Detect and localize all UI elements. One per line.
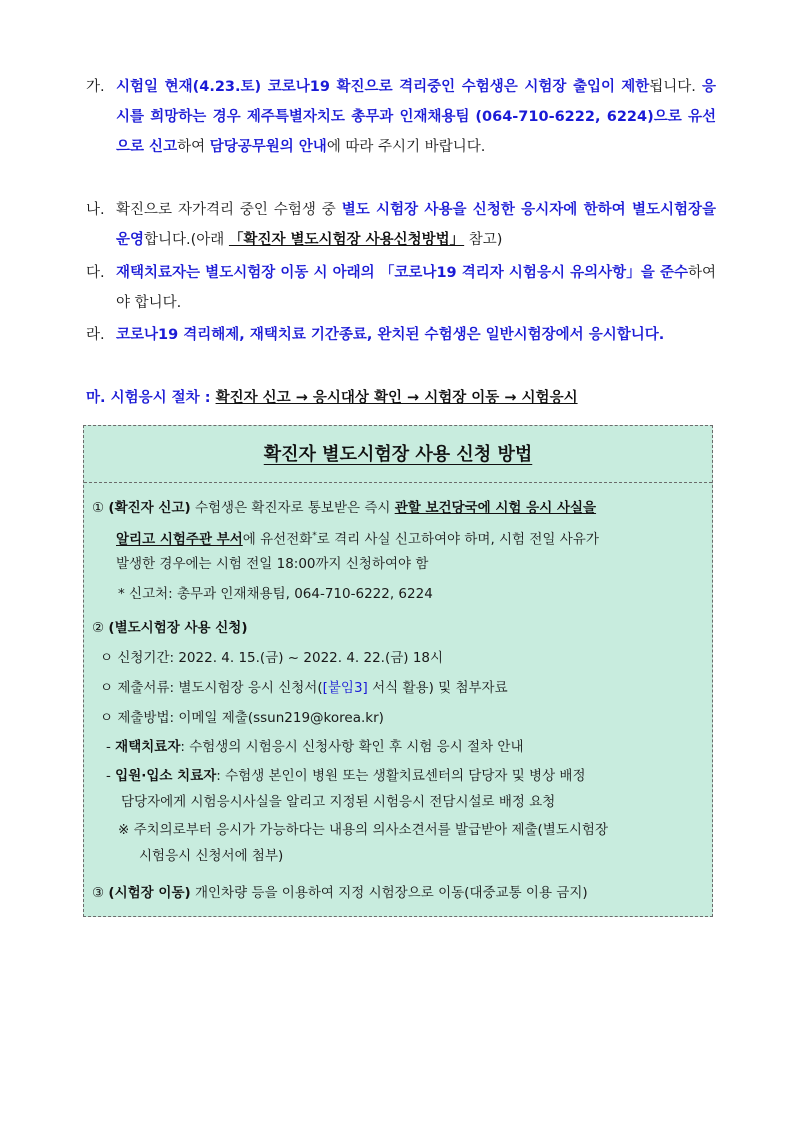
item-marker: 가. xyxy=(86,79,105,95)
footnote-mark: * xyxy=(312,531,317,541)
home-treatment-line xyxy=(106,735,524,759)
plain-text: 합니다.(아래 xyxy=(144,232,229,248)
section-heading: (시험장 이동) xyxy=(108,885,191,901)
item-marker: 나. xyxy=(86,202,105,218)
hospital-treatment-label: 입원·입소 치료자 xyxy=(115,768,217,784)
plain-text: 로 격리 사실 신고하여야 하며, 시험 전일 사유가 xyxy=(316,531,599,548)
method-reference: 「확진자 별도시험장 사용신청방법」 xyxy=(228,232,465,248)
health-authority-text: 관할 보건당국에 시험 응시 사실을 xyxy=(394,500,597,516)
plain-text: 됩니다. xyxy=(649,79,702,95)
plain-text: ㅇ 제출서류: 별도시험장 응시 신청서( xyxy=(100,680,323,696)
box-title: 확진자 별도시험장 사용 신청 방법 xyxy=(263,444,533,465)
item-marker: 다. xyxy=(86,265,105,281)
section-heading: (별도시험장 사용 신청) xyxy=(108,620,248,636)
submission-method: ㅇ 제출방법: 이메일 제출(ssun219@korea.kr) xyxy=(100,710,384,726)
plain-text: 수험생은 확진자로 통보받은 즉시 xyxy=(190,500,395,516)
notice-item-ga xyxy=(86,72,716,162)
section-1-line-3: 발생한 경우에는 시험 전일 18:00까지 신청하여야 함 xyxy=(116,556,429,572)
notice-item-ra xyxy=(86,320,716,350)
plain-text: 개인차량 등을 이용하여 지정 시험장으로 이동(대중교통 이용 금지) xyxy=(190,885,588,901)
dept-text: 알리고 시험주관 부서 xyxy=(116,531,243,548)
box-divider xyxy=(84,482,712,483)
section-1-line-2 xyxy=(116,524,599,552)
plain-text: 확진으로 자가격리 중인 수험생 중 xyxy=(116,202,342,218)
section-heading: (확진자 신고) xyxy=(108,500,191,516)
item-marker: 라. xyxy=(86,327,105,343)
apply-contact-text: 응시를 희망하는 경우 제주특별자치도 총무과 인재채용팀 xyxy=(116,79,716,125)
section-1-note: * 신고처: 총무과 인재채용팀, 064-710-6222, 6224 xyxy=(118,586,433,602)
required-documents xyxy=(100,676,508,700)
home-treatment-label: 재택치료자 xyxy=(115,739,181,755)
plain-text: 하여야 합니다. xyxy=(116,265,716,311)
section-number: ① xyxy=(92,500,105,516)
plain-text: : 수험생의 시험응시 신청사항 확인 후 시험 응시 절차 안내 xyxy=(180,739,524,755)
hospital-treatment-line-2: 담당자에게 시험응시사실을 알리고 지정된 시험응시 전담시설로 배정 요청 xyxy=(121,794,556,810)
notice-item-da xyxy=(86,258,716,318)
application-method-box xyxy=(83,425,713,917)
plain-text: 에 따라 주시기 바랍니다. xyxy=(326,139,486,155)
reference-note-1: ※ 주치의로부터 응시가 가능하다는 내용의 의사소견서를 발급받아 제출(별도시험장 xyxy=(118,822,609,838)
section-2-heading-line xyxy=(92,616,248,640)
plain-text: - xyxy=(106,739,116,755)
section-number: ② xyxy=(92,620,105,636)
section-1-line-1 xyxy=(92,496,596,520)
officer-guidance-text: 담당공무원의 안내 xyxy=(209,139,327,155)
plain-text: - xyxy=(106,768,116,784)
notice-item-na xyxy=(86,195,716,255)
plain-text: : 수험생 본인이 병원 또는 생활치료센터의 담당자 및 병상 배정 xyxy=(216,768,586,784)
procedure-flow: 확진자 신고 → 응시대상 확인 → 시험장 이동 → 시험응시 xyxy=(215,390,578,406)
restricted-word: 제한 xyxy=(621,79,650,95)
recovered-text: 코로나19 격리해제, 재택치료 기간종료, 완치된 수험생은 일반시험장에서 응시합니다. xyxy=(116,327,665,343)
plain-text: 하여 xyxy=(177,139,210,155)
phone-report-text: (064-710-6222, 6224)으로 유선으로 신고 xyxy=(116,109,717,155)
section-number: ③ xyxy=(92,885,105,901)
reference-note-2: 시험응시 신청서에 첨부) xyxy=(139,848,284,864)
section-3-line xyxy=(92,881,588,905)
procedure-label: 마. 시험응시 절차 : xyxy=(86,390,216,406)
plain-text: 서식 활용) 및 첨부자료 xyxy=(367,680,508,696)
application-period: ㅇ 신청기간: 2022. 4. 15.(금) ~ 2022. 4. 22.(금) 18시 xyxy=(100,650,444,666)
attachment-reference: [붙임3] xyxy=(322,680,368,696)
confirmed-restriction-text: 시험일 현재(4.23.토) 코로나19 확진으로 격리중인 수험생은 시험장 출입이 xyxy=(116,79,616,95)
plain-text: 참고) xyxy=(464,232,503,248)
home-treatment-text: 재택치료자는 별도시험장 이동 시 아래의 「코로나19 격리자 시험응시 유의사항」을 준수 xyxy=(116,265,688,281)
separate-site-text: 별도 시험장 사용을 신청한 응시자에 한하여 별도시험장을 운영 xyxy=(116,202,716,248)
hospital-treatment-line xyxy=(106,764,586,788)
exam-procedure xyxy=(86,383,578,413)
plain-text: 에 유선전화 xyxy=(242,531,313,548)
